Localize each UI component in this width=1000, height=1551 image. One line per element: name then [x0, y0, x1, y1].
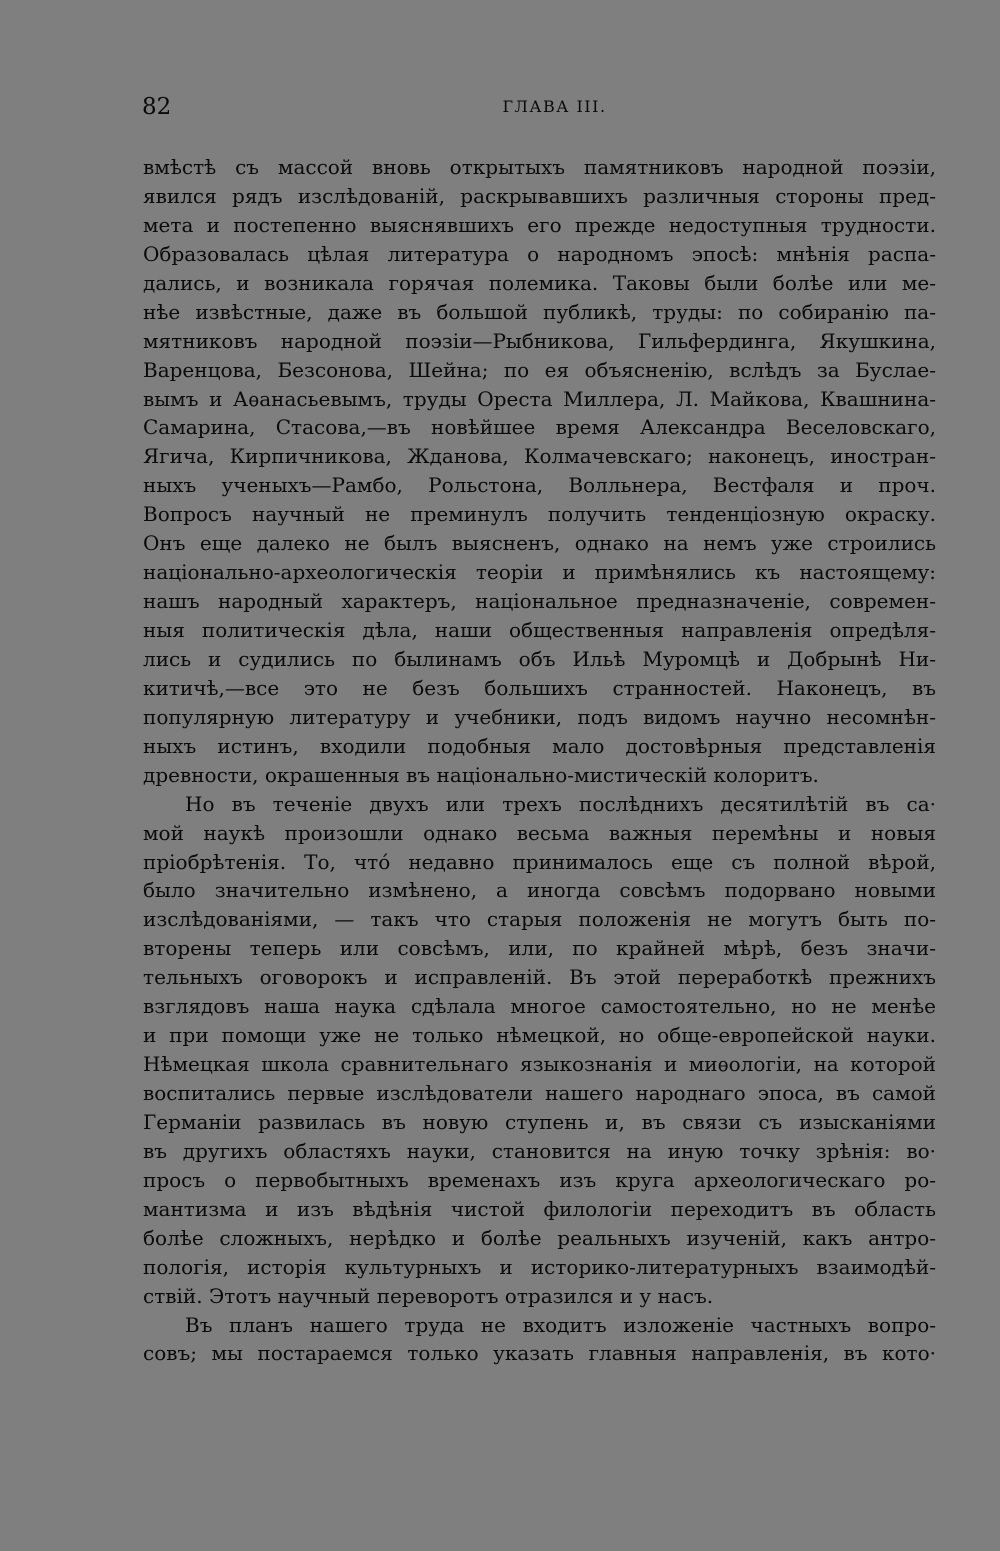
text-line: Онъ еще далеко не былъ выясненъ, однако на немъ уже строились — [143, 531, 936, 556]
text-line: древности, окрашенныя въ національно-мистическій колоритъ. — [143, 762, 819, 787]
text-line: болѣе сложныхъ, нерѣдко и болѣе реальныхъ изученій, какъ антро- — [143, 1225, 936, 1250]
text-line: воспитались первые изслѣдователи нашего народнаго эпоса, въ самой — [143, 1081, 936, 1105]
text-line: изслѣдованіями, — такъ что старыя положенія не могутъ быть по- — [143, 907, 936, 932]
text-line: и при помощи уже не только нѣмецкой, но обще-европейской науки. — [143, 1023, 936, 1048]
running-head: ГЛАВА III. — [502, 97, 607, 116]
text-line: Варенцова, Безсонова, Шейна; по ея объясненію, вслѣдъ за Буслае- — [143, 357, 936, 382]
text-line: вымъ и Аѳанасьевымъ, труды Ореста Миллера, Л. Майкова, Квашнина- — [143, 386, 936, 411]
text-line: явился рядъ изслѣдованій, раскрывавшихъ различныя стороны пред- — [143, 183, 936, 208]
text-line: популярную литературу и учебники, подъ видомъ научно несомнѣн- — [143, 704, 936, 729]
text-line: совъ; мы постараемся только указать главныя направленія, въ кото· — [143, 1341, 936, 1366]
text-line: національно-археологическія теоріи и примѣнялись къ настоящему: — [143, 560, 936, 585]
text-line: Германіи развилась въ новую ступень и, въ связи съ изысканіями — [143, 1109, 936, 1134]
text-line: ныя политическія дѣла, наши общественныя направленія опредѣля- — [143, 618, 936, 642]
page-header — [142, 90, 937, 124]
text-line: мантизма и изъ вѣдѣнія чистой филологіи переходитъ въ область — [143, 1196, 936, 1221]
text-line: вторены теперь или совсѣмъ, или, по крайней мѣрѣ, безъ значи- — [143, 936, 936, 961]
text-line: мета и постепенно выяснявшихъ его прежде недоступныя трудности. — [143, 212, 936, 237]
text-line: Нѣмецкая школа сравнительнаго языкознанія и миѳологіи, на которой — [143, 1052, 936, 1077]
text-line: нѣе извѣстные, даже въ большой публикѣ, труды: по собиранію па- — [143, 299, 936, 324]
text-line: Но въ теченіе двухъ или трехъ послѣднихъ десятилѣтій въ са· — [185, 791, 936, 816]
text-line: было значительно измѣнено, а иногда совсѣмъ подорвано новыми — [143, 878, 936, 903]
page-number: 82 — [142, 94, 172, 120]
text-line: вмѣстѣ съ массой вновь открытыхъ памятниковъ народной поэзіи, — [143, 155, 936, 179]
text-line: просъ о первобытныхъ временахъ изъ круга археологическаго ро- — [143, 1167, 936, 1192]
text-line: ныхъ истинъ, входили подобныя мало достовѣрныя представленія — [143, 733, 936, 758]
text-line: пріобрѣтенія. То, что́ недавно принималось еще съ полной вѣрой, — [143, 849, 936, 874]
text-line: Вопросъ научный не преминулъ получить тенденціозную окраску. — [143, 502, 936, 527]
text-line: нашъ народный характеръ, національное предназначеніе, современ- — [143, 589, 936, 614]
text-line: мой наукѣ произошли однако весьма важныя перемѣны и новыя — [143, 820, 936, 845]
text-line: лись и судились по былинамъ объ Ильѣ Муромцѣ и Добрынѣ Ни- — [143, 646, 936, 671]
text-line: Самарина, Стасова,—въ новѣйшее время Александра Веселовскаго, — [143, 415, 936, 440]
text-line: дались, и возникала горячая полемика. Таковы были болѣе или ме- — [143, 270, 936, 295]
text-line: Образовалась цѣлая литература о народномъ эпосѣ: мнѣнія распа- — [143, 241, 936, 266]
text-line: въ другихъ областяхъ науки, становится на иную точку зрѣнія: во· — [143, 1138, 936, 1163]
text-line: ныхъ ученыхъ—Рамбо, Рольстона, Волльнера, Вестфаля и проч. — [143, 473, 936, 498]
text-line: мятниковъ народной поэзіи—Рыбникова, Гильфердинга, Якушкина, — [143, 328, 936, 353]
body-text — [143, 153, 936, 1368]
text-line: Ягича, Кирпичникова, Жданова, Колмачевскаго; наконецъ, иностран- — [143, 444, 936, 469]
text-line: взглядовъ наша наука сдѣлала многое самостоятельно, но не менѣе — [143, 994, 936, 1019]
text-line: тельныхъ оговорокъ и исправленій. Въ этой переработкѣ прежнихъ — [143, 965, 936, 990]
text-line: Въ планъ нашего труда не входитъ изложеніе частныхъ вопро- — [185, 1312, 936, 1337]
text-line: пологія, исторія культурныхъ и историко-литературныхъ взаимодѣй- — [143, 1254, 936, 1279]
text-line: ствій. Этотъ научный переворотъ отразился и у насъ. — [143, 1283, 714, 1308]
text-line: китичѣ,—все это не безъ большихъ странностей. Наконецъ, въ — [143, 675, 936, 700]
